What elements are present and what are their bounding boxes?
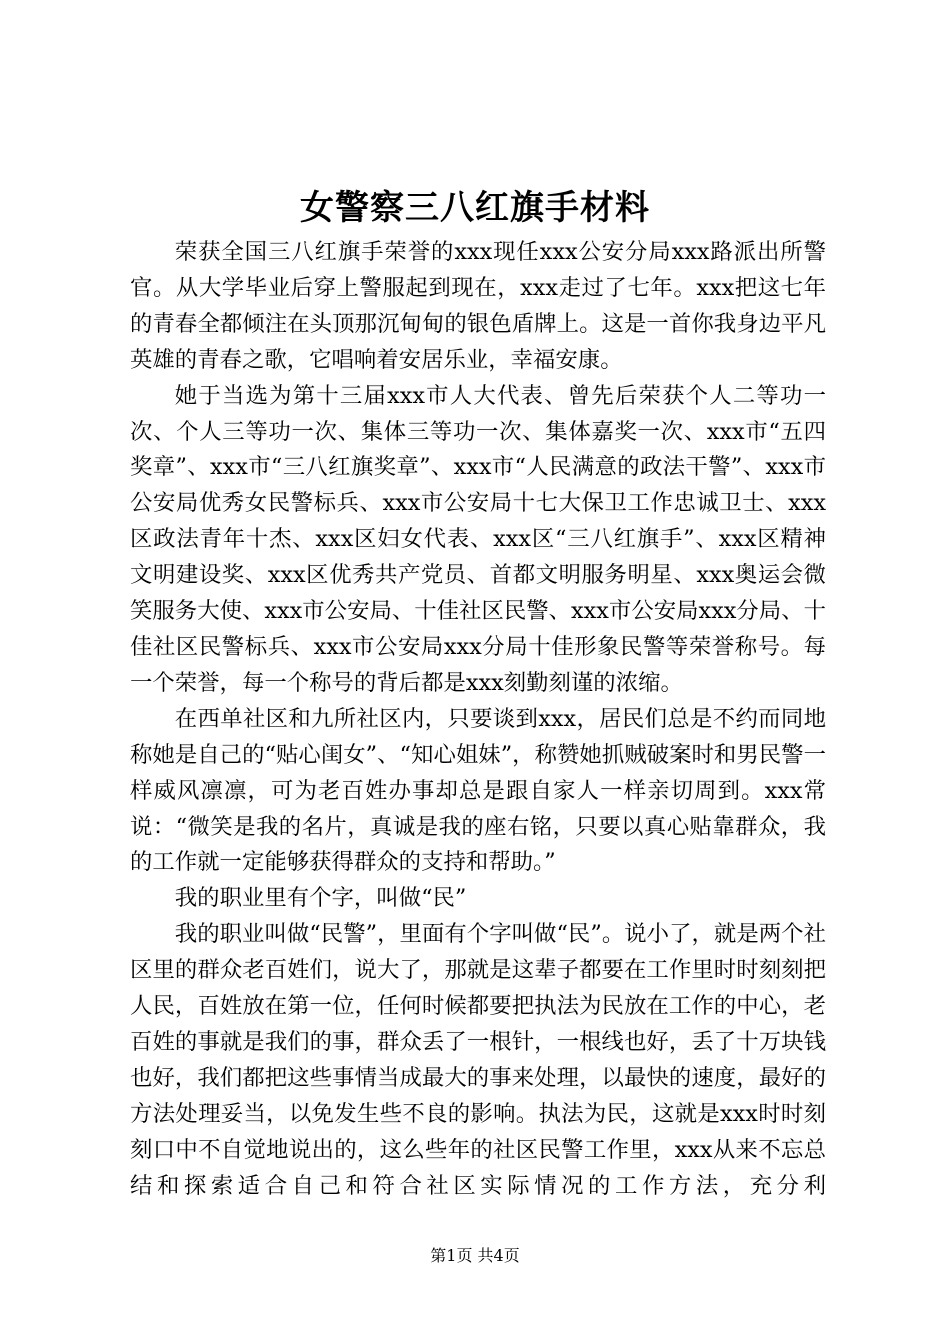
paragraph-4: 我的职业叫做“民警”，里面有个字叫做“民”。说小了，就是两个社区里的群众老百姓们，说大了，那就是这辈子都要在工作里时时刻刻把人民，百姓放在第一位，任何时候都要把执法为民放在工作的中心，老百姓的事就是我们的事，群众丢了一根针，一根线也好，丢了十万块钱也好，我们都把这些事情当成最大的事来处理，以最快的速度，最好的方法处理妥当，以免发生些不良的影响。执法为民，这就是xxx时时刻刻口中不自觉地说出的，这么些年的社区民警工作里，xxx从来不忘总结和探索适合自己和符合社区实际情况的工作方法，充分利 [130,921,826,1199]
document-body [130,235,826,1204]
section-heading: 我的职业里有个字，叫做“民” [174,885,467,912]
page-footer: 第1页 共4页 [430,1246,520,1265]
paragraph-2: 她于当选为第十三届xxx市人大代表、曾先后荣获个人二等功一次、个人三等功一次、集体三等功一次、集体嘉奖一次、xxx市“五四奖章”、xxx市“三八红旗奖章”、xxx市“人民满意的政法干警”、xxx市公安局优秀女民警标兵、xxx市公安局十七大保卫工作忠诚卫士、xxx区政法青年十杰、xxx区妇女代表、xxx区“三八红旗手”、xxx区精神文明建设奖、xxx区优秀共产党员、首都文明服务明星、xxx奥运会微笑服务大使、xxx市公安局、十佳社区民警、xxx市公安局xxx分局、十佳社区民警标兵、xxx市公安局xxx分局十佳形象民警等荣誉称号。每一个荣誉，每一个称号的背后都是xxx刻勤刻谨的浓缩。 [130,382,826,696]
paragraph-1: 荣获全国三八红旗手荣誉的xxx现任xxx公安分局xxx路派出所警官。从大学毕业后穿上警服起到现在，xxx走过了七年。xxx把这七年的青春全都倾注在头顶那沉甸甸的银色盾牌上。这是一首你我身边平凡英雄的青春之歌，它唱响着安居乐业，幸福安康。 [130,239,826,373]
paragraph-3: 在西单社区和九所社区内，只要谈到xxx，居民们总是不约而同地称她是自己的“贴心闺女”、“知心姐妹”，称赞她抓贼破案时和男民警一样威风凛凛，可为老百姓办事却总是跟自家人一样亲切周到。xxx常说：“微笑是我的名片，真诚是我的座右铭，只要以真心贴靠群众，我的工作就一定能够获得群众的支持和帮助。” [130,705,826,876]
page-title: 女警察三八红旗手材料 [300,188,650,228]
